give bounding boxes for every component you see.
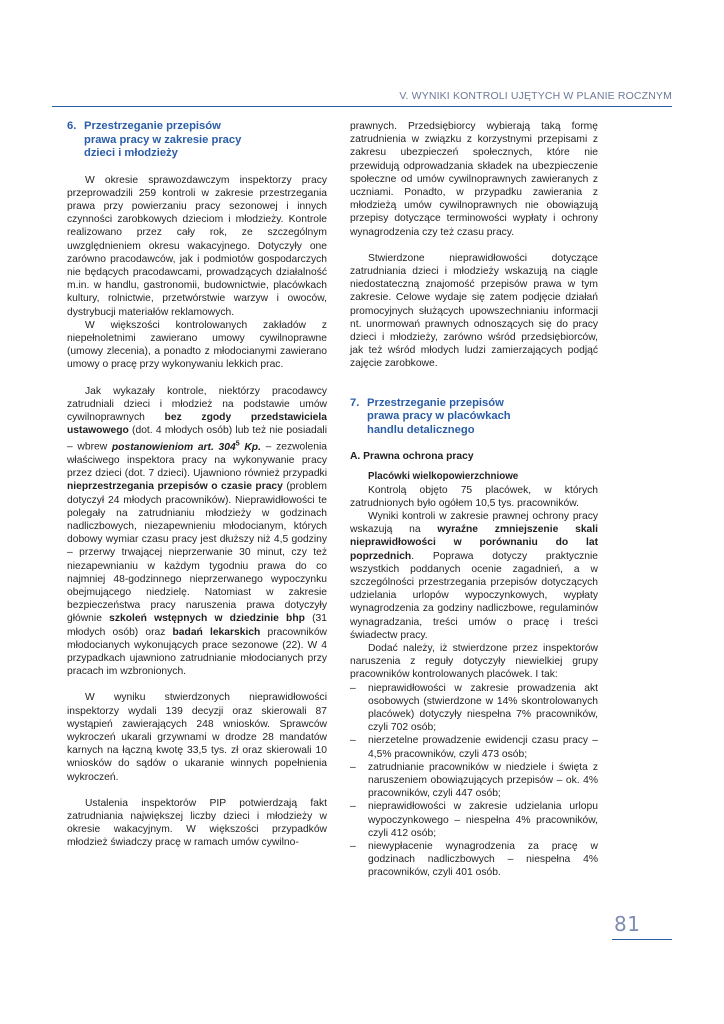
page-number-rule <box>612 939 672 940</box>
list-item <box>350 840 598 880</box>
section-7-line1: Przestrzeganie przepisów <box>367 396 504 409</box>
subsection-b-heading: Placówki wielkopowierzchniowe <box>368 471 519 483</box>
left-paragraph-5: Ustalenia inspektorów PIP potwierdzają fakt zatrudniania największej liczby dzieci i młodzieży w okresie wakacyjnym. W większości przypadków młodzież świadczy pracę w ramach umów cywilno- <box>67 797 327 849</box>
bold-run: szkoleń wstępnych w dziedzinie bhp <box>109 613 305 625</box>
list-item-text: nierzetelne prowadzenie ewidencji czasu pracy – 4,5% pracowników, czyli 473 osób; <box>368 735 598 760</box>
left-paragraph-4: W wyniku stwierdzonych nieprawidłowości inspektorzy wydali 139 decyzji oraz skierowali 87 wystąpień zawierających 248 wniosków. Sprawców wykroczeń ukarali grzywnami w drodze 28 mandatów karnych na łączną kwotę 33,5 tys. zł oraz skierowali 10 wniosków do sądów o ukaranie winnych popełnienia wykroczeń. <box>67 692 327 783</box>
bold-run: badań lekarskich <box>172 626 261 638</box>
subsection-a-heading: A. Prawna ochrona pracy <box>350 451 474 463</box>
bold-run: bez zgody przedstawiciela ustawowego <box>67 411 327 437</box>
list-item <box>350 761 598 801</box>
text-run: . Poprawa dotyczy praktycznie wszystkich poddanych ocenie zagadnień, a w szczególności przestrzegania przepisów dotyczących udzielania urlopów wypoczynkowych, wypłaty wynagrodzenia za godziny nadliczbowe, regulaminów wynagradzania, treści umów o pracę i treści świadectw pracy. <box>350 550 598 641</box>
text-run: Wyniki kontroli w zakresie prawnej ochrony pracy wskazują na <box>350 510 598 536</box>
running-header: V. WYNIKI KONTROLI UJĘTYCH W PLANIE ROCZNYM <box>399 90 672 102</box>
left-column <box>67 120 327 850</box>
list-item <box>350 682 598 735</box>
right-paragraph-2: Stwierdzone nieprawidłowości dotyczące zatrudniania dzieci i młodzieży wskazują na ciągle niedostateczną znajomość przepisów prawa w tym zakresie. Celowe wydaje się zatem podjęcie działań promocyjnych służących upowszechnianiu informacji nt. unormowań prawnych odnoszących się do pracy dzieci i młodzieży, zarówno wśród przedsiębiorców, jak też wśród młodych ludzi zamierzających podjąć zajęcie zarobkowe. <box>350 252 598 370</box>
section-6-line3: dzieci i młodzieży <box>84 147 178 159</box>
right-paragraph-1: prawnych. Przedsiębiorcy wybierają taką formę zatrudnienia w związku z korzystnymi przepisami z zakresu ubezpieczeń społecznych, które nie przewidują odprowadzania składek na ubezpieczenie społeczne od umów cywilnoprawnych zawieranych z uczniami. Ponadto, w przypadku zawierania z młodzieżą umów cywilnoprawnych nie obowiązują przepisy dotyczące terminowości wypłaty i ochrony wynagrodzenia czy też czasu pracy. <box>350 121 598 238</box>
text-run: – zezwolenia właściwego inspektora pracy na wykonywanie pracy przez dzieci (dot. 7 dzieci). Ujawniono również przypadki <box>67 441 328 480</box>
header-rule <box>52 106 672 107</box>
text-run: (dot. 4 młodych osób) lub też nie posiadali – wbrew <box>67 425 327 453</box>
list-item <box>350 800 598 840</box>
section-7-line3: handlu detalicznego <box>367 423 475 436</box>
article-code: Kp. <box>239 441 261 453</box>
list-item <box>350 734 598 760</box>
section-6-line2: prawa pracy w zakresie pracy <box>84 133 242 146</box>
section-6-number: 6. <box>67 120 77 132</box>
section-7-number: 7. <box>350 396 360 409</box>
section-7-title <box>350 397 598 438</box>
left-paragraph-3 <box>67 385 327 679</box>
dash-bullet: – <box>350 841 356 853</box>
section-6-line1: Przestrzeganie przepisów <box>84 120 221 132</box>
list-item-text: niewypłacenie wynagrodzenia za pracę w godzinach nadliczbowych – niespełna 4% pracowników, czyli 401 osób. <box>368 841 598 879</box>
section-6-title <box>67 120 327 161</box>
article-superscript: 5 <box>235 440 240 448</box>
text-run: (31 młodych osób) oraz <box>67 613 327 638</box>
right-paragraph-3: Kontrolą objęto 75 placówek, w których zatrudnionych było ogółem 10,5 tys. pracowników. <box>350 484 598 509</box>
right-column <box>350 120 598 880</box>
dash-bullet: – <box>350 761 356 773</box>
left-paragraph-1: W okresie sprawozdawczym inspektorzy pracy przeprowadzili 259 kontroli w zakresie przestrzegania prawa przy powierzaniu pracy sezonowej i innych czynności zarobkowych dzieciom i młodzieży. Kontrole realizowano przez cały rok, ze szczególnym uwzględnieniem okresu wakacyjnego. Dotyczyły one zarówno pracodawców, jak i podmiotów gospodarczych nie będących pracodawcami, prowadzących działalność m.in. w handlu, gastronomii, budownictwie, placówkach kultury, rolnictwie, przetwórstwie warzyw i owoców, dystrybucji materiałów reklamowych. <box>67 174 327 318</box>
bold-run: wyraźne zmniejszenie skali nieprawidłowości w porównaniu do lat poprzednich <box>350 524 598 562</box>
article-reference: postanowieniom art. 304 <box>111 441 236 453</box>
dash-bullet: – <box>350 801 356 813</box>
dash-bullet: – <box>350 682 356 694</box>
page-number: 81 <box>614 912 641 936</box>
text-run: pracowników młodocianych wykonujących prace sezonowe (22). W 4 przypadkach ujawniono zatrudnianie młodocianych przy pracach im wzbronionych. <box>67 626 327 678</box>
text-run: (problem dotyczył 24 młodych pracowników). Nieprawidłowości te polegały na zatrudnianiu młodzieży w godzinach nadliczbowych, niezapewnieniu młodocianym, których dobowy wymiar czasu pracy jest dłuższy niż 4,5 godziny – przerwy trwającej nieprzerwanie 30 minut, czy też niezapewnianiu w każdym tygodniu prawa do co najmniej 48-godzinnego nieprzerwanego wypoczynku obejmującego niedzielę. Natomiast w zakresie bezpieczeństwa pracy naruszenia prawa dotyczyły głównie <box>67 481 327 625</box>
right-paragraph-4 <box>350 510 598 642</box>
list-item-text: nieprawidłowości w zakresie udzielania urlopu wypoczynkowego – niespełna 4% pracowników, czyli 412 osób; <box>368 801 598 839</box>
left-paragraph-2: W większości kontrolowanych zakładów z niepełnoletnimi zawierano umowy cywilnoprawne (umowy zlecenia), a ponadto z młodocianymi zawierano umowy o pracę przy wykonywaniu lekkich prac. <box>67 319 327 371</box>
list-item-text: zatrudnianie pracowników w niedziele i święta z naruszeniem obowiązujących przepisów – ok. 4% pracowników, czyli 447 osób; <box>368 761 598 800</box>
dash-bullet: – <box>350 735 356 747</box>
list-item-text: nieprawidłowości w zakresie prowadzenia akt osobowych (stwierdzone w 14% skontrolowanych placówek) dotyczyły niespełna 7% pracowników, czyli 702 osób; <box>368 682 598 734</box>
bold-run: nieprzestrzegania przepisów o czasie pracy <box>67 481 283 493</box>
right-paragraph-5: Dodać należy, iż stwierdzone przez inspektorów naruszenia z reguły dotyczyły niewielkiej grupy pracowników kontrolowanych placówek. I tak: <box>350 643 598 681</box>
section-7-line2: prawa pracy w placówkach <box>367 410 511 423</box>
violations-list <box>350 682 598 880</box>
text-run: Jak wykazały kontrole, niektórzy pracodawcy zatrudniali dzieci i młodzież na podstawie umów cywilnoprawnych <box>67 385 327 423</box>
